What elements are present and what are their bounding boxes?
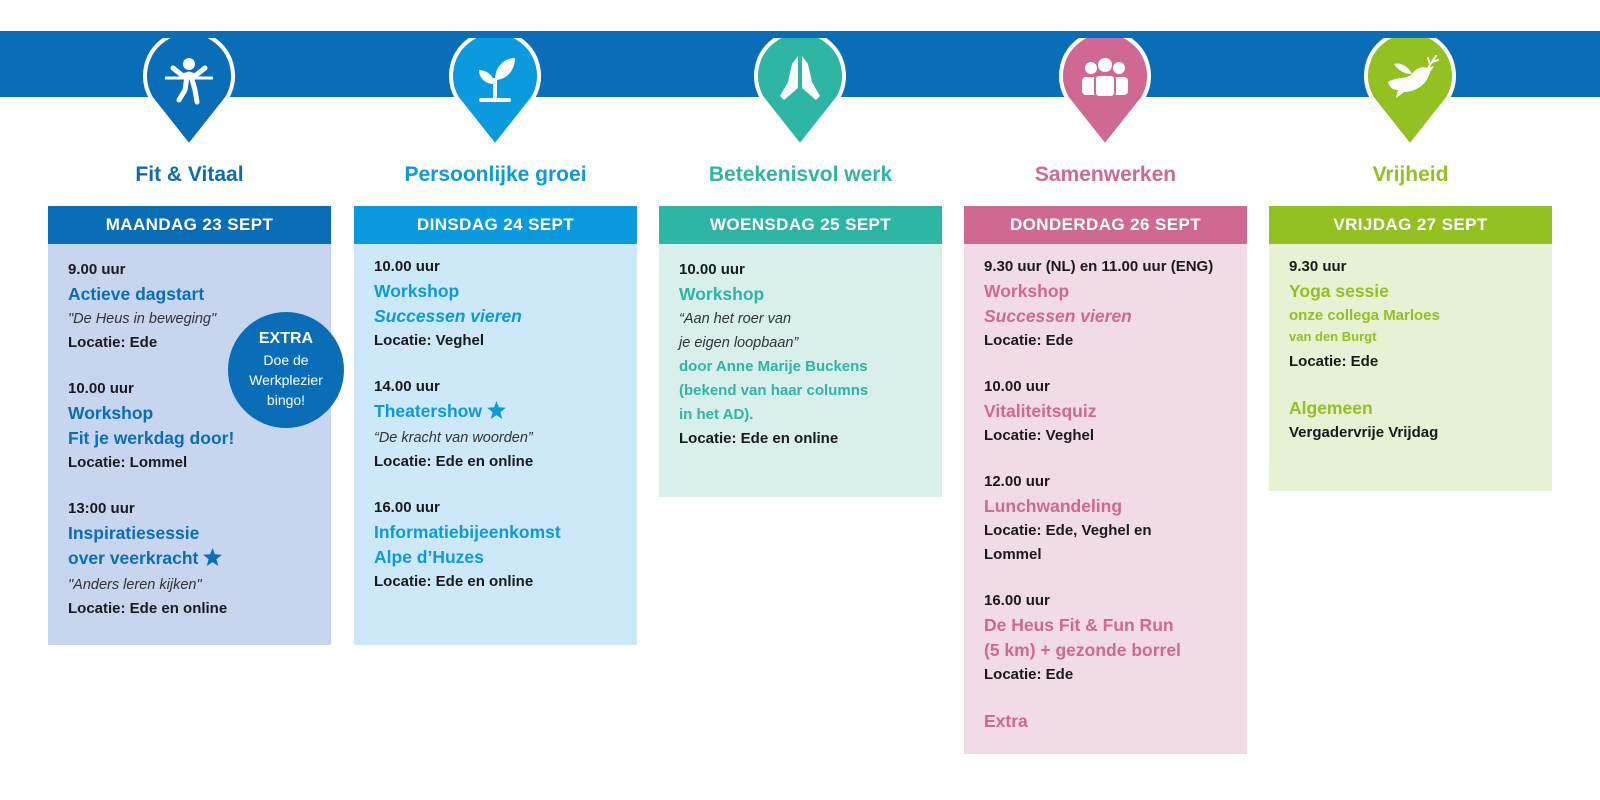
- event-subtitle: (5 km) + gezonde borrel: [984, 640, 1181, 660]
- event-location: Locatie: Veghel: [374, 332, 485, 349]
- day-header: DINSDAG 24 SEPT: [354, 206, 637, 244]
- event-host: onze collega Marloes: [1289, 307, 1440, 324]
- day-header: WOENSDAG 25 SEPT: [659, 206, 942, 244]
- badge-heading: EXTRA: [258, 330, 314, 347]
- event: [374, 255, 619, 353]
- theme-title: Fit & Vitaal: [135, 163, 244, 186]
- day-panel: [659, 244, 942, 497]
- event-subtitle: Successen vieren: [374, 306, 522, 326]
- event-title: Lunchwandeling: [984, 496, 1123, 516]
- event-subtitle: Fit je werkdag door!: [68, 428, 235, 448]
- event-location: Locatie: Lommel: [68, 454, 188, 471]
- star-icon: [203, 548, 222, 573]
- event-speaker: in het AD).: [679, 406, 754, 423]
- event-time: 16.00 uur: [374, 499, 440, 516]
- event-location: Locatie: Ede en online: [68, 600, 228, 617]
- event-time: 16.00 uur: [984, 592, 1050, 609]
- general-text: Vergadervrije Vrijdag: [1289, 424, 1439, 441]
- event-quote: “De kracht van woorden”: [374, 430, 533, 446]
- event-title: Informatiebijeenkomst: [374, 522, 561, 542]
- badge-text: Werkplezier: [249, 372, 323, 388]
- theme-title: Betekenisvol werk: [708, 163, 893, 186]
- event-quote: "De Heus in beweging": [68, 311, 217, 327]
- event-speaker: (bekend van haar columns: [679, 382, 869, 399]
- event-time: 10.00 uur: [374, 258, 440, 275]
- star-icon: [487, 401, 506, 426]
- theme-title: Vrijheid: [1372, 163, 1449, 186]
- extra-bingo-badge: [228, 312, 344, 428]
- event-speaker: door Anne Marije Buckens: [679, 358, 868, 375]
- event-title: Workshop: [679, 284, 765, 304]
- theme-title: Samenwerken: [1034, 163, 1177, 186]
- event-subtitle: Alpe d’Huzes: [374, 547, 484, 567]
- event-time: 9.00 uur: [68, 261, 126, 278]
- event-location: Locatie: Ede: [1289, 353, 1379, 370]
- event-location: Locatie: Ede en online: [374, 573, 534, 590]
- event-title: Workshop: [984, 281, 1070, 301]
- event-time: 9.30 uur: [1289, 258, 1347, 275]
- day-header: MAANDAG 23 SEPT: [48, 206, 331, 244]
- theme-title: Persoonlijke groei: [404, 163, 587, 186]
- event-location: Locatie: Ede: [68, 334, 158, 351]
- event-quote: “Aan het roer van: [679, 311, 792, 327]
- event-location: Locatie: Ede en online: [679, 430, 839, 447]
- dove-icon: [1360, 38, 1460, 150]
- badge-text: Doe de: [263, 352, 309, 368]
- event-title: Yoga sessie: [1289, 281, 1389, 301]
- event-time: 10.00 uur: [984, 378, 1050, 395]
- event-time: 10.00 uur: [679, 261, 745, 278]
- event-location: Locatie: Ede, Veghel en: [984, 522, 1152, 539]
- extra-heading: Extra: [984, 711, 1028, 731]
- event: [984, 589, 1229, 687]
- day-header: VRIJDAG 27 SEPT: [1269, 206, 1552, 244]
- event: [984, 375, 1229, 448]
- event-time: 10.00 uur: [68, 380, 134, 397]
- event-title: Vitaliteitsquiz: [984, 401, 1097, 421]
- event-time: 9.30 uur (NL) en 11.00 uur (ENG): [984, 258, 1214, 275]
- badge-text: bingo!: [266, 392, 306, 408]
- event-subtitle: over veerkracht: [68, 548, 199, 568]
- event-title: De Heus Fit & Fun Run: [984, 615, 1174, 635]
- day-panel: [354, 244, 637, 645]
- event-location: Locatie: Ede: [984, 332, 1074, 349]
- event-title: Theatershow: [374, 401, 482, 421]
- event-location: Lommel: [984, 546, 1042, 563]
- general-heading: Algemeen: [1289, 398, 1373, 418]
- group-people-icon: [1055, 38, 1155, 150]
- plant-sprout-icon: [445, 38, 545, 150]
- event-quote: "Anders leren kijken": [68, 577, 202, 593]
- event-title: Inspiratiesessie: [68, 523, 200, 543]
- event: [374, 375, 619, 474]
- praying-hands-icon: [750, 38, 850, 150]
- event-time: 14.00 uur: [374, 378, 440, 395]
- event-quote: je eigen loopbaan”: [679, 335, 799, 351]
- event: [984, 255, 1229, 353]
- event: [1289, 255, 1534, 374]
- event: [679, 258, 924, 451]
- event-title: Workshop: [68, 403, 154, 423]
- event-subtitle: Successen vieren: [984, 306, 1132, 326]
- event: [68, 497, 313, 621]
- event-location: Locatie: Ede: [984, 666, 1074, 683]
- day-panel: [48, 244, 331, 645]
- day-panel: [964, 244, 1247, 754]
- runner-finish-icon: [139, 38, 239, 150]
- day-panel: [1269, 244, 1552, 491]
- event-time: 13:00 uur: [68, 500, 135, 517]
- event-title: Workshop: [374, 281, 460, 301]
- event: [984, 470, 1229, 567]
- event-location: Locatie: Ede en online: [374, 453, 534, 470]
- event: [374, 496, 619, 594]
- event-host: van den Burgt: [1289, 329, 1377, 344]
- event-location: Locatie: Veghel: [984, 427, 1095, 444]
- event-title: Actieve dagstart: [68, 284, 205, 304]
- event-time: 12.00 uur: [984, 473, 1050, 490]
- day-header: DONDERDAG 26 SEPT: [964, 206, 1247, 244]
